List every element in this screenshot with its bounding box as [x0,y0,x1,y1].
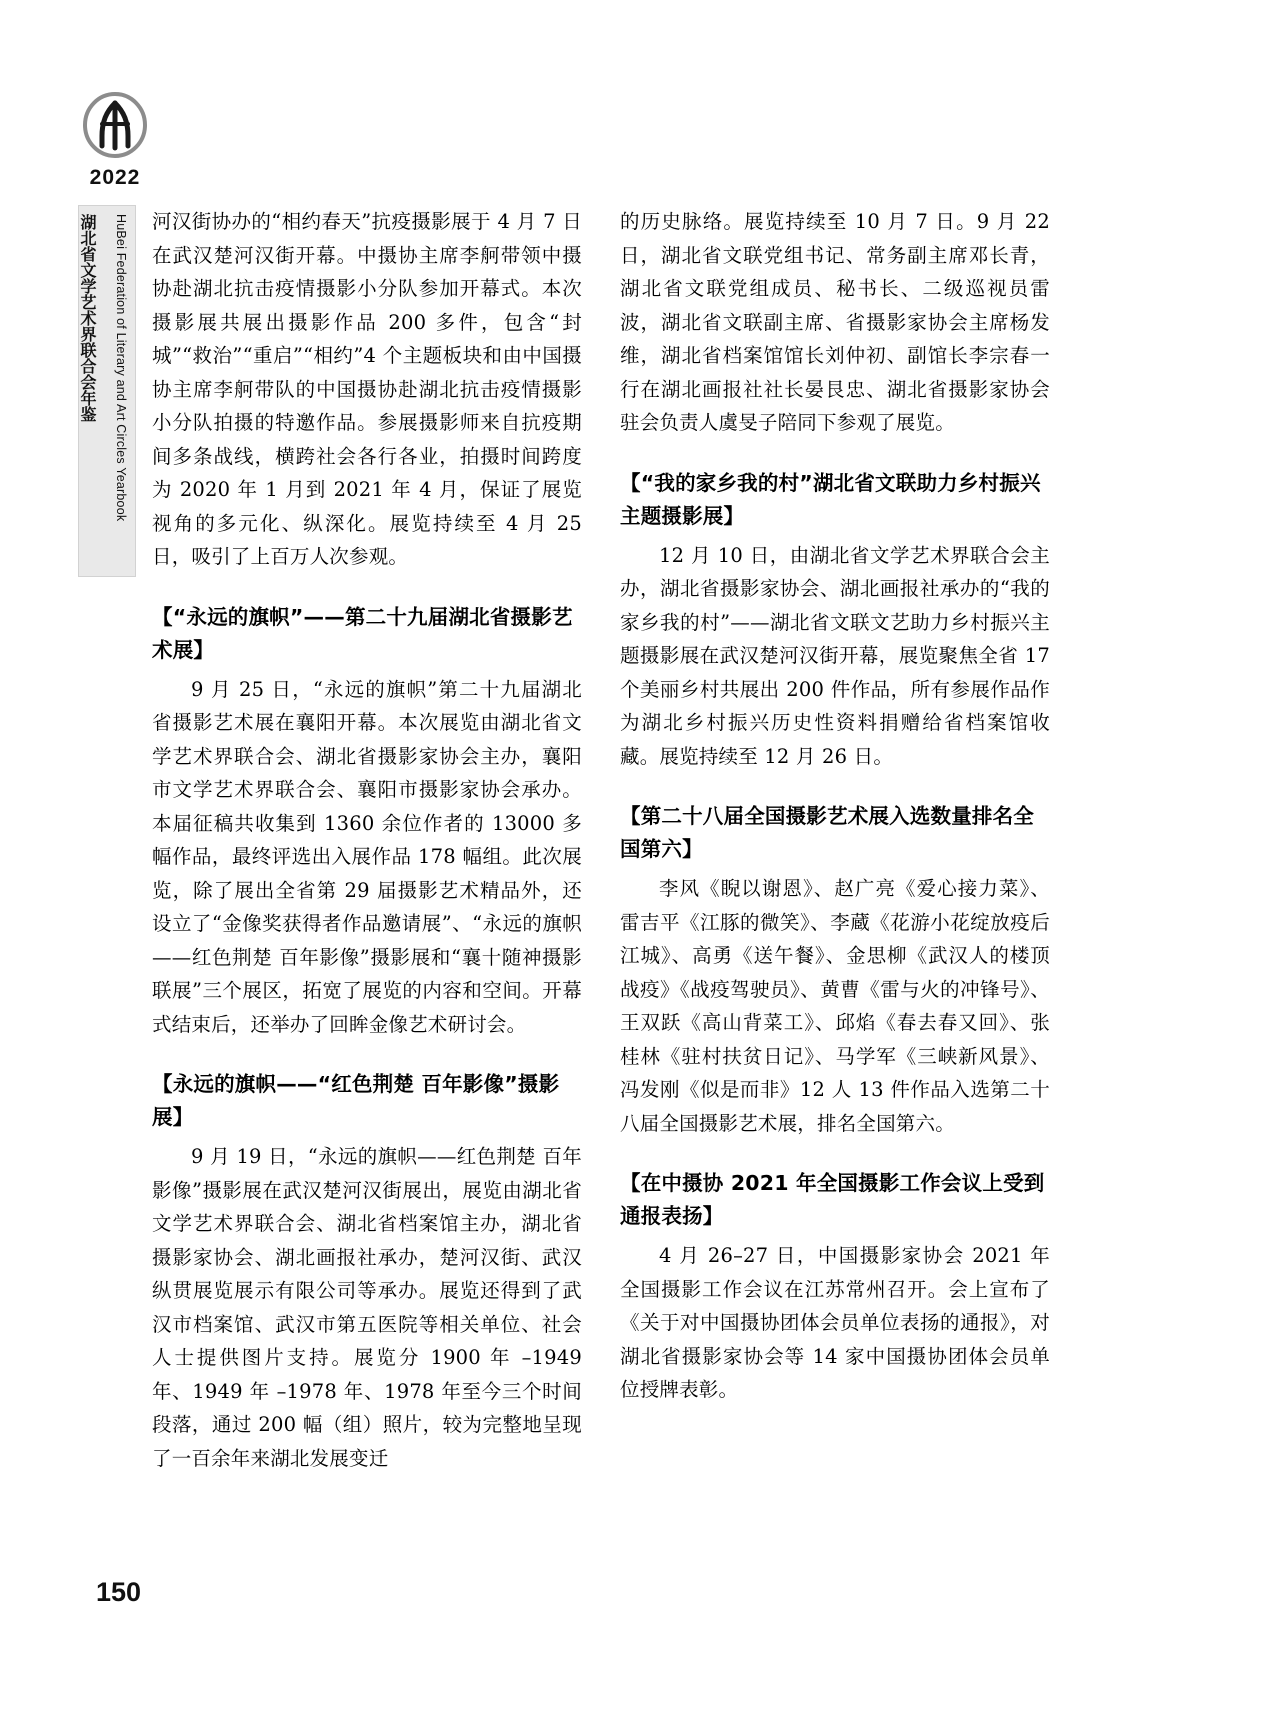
body-paragraph: 9 月 25 日，“永远的旗帜”第二十九届湖北省摄影艺术展在襄阳开幕。本次展览由湖北省文学艺术界联合会、湖北省摄影家协会主办，襄阳市文学艺术界联合会、襄阳市摄影家协会承办。本届征稿共收集到 1360 余位作者的 13000 多幅作品，最终评选出入展作品 178 幅组。此次展览，除了展出全省第 29 届摄影艺术精品外，还设立了“金像奖获得者作品邀请展”、“永远的旗帜——红色荆楚 百年影像”摄影展和“襄十随神摄影联展”三个展区，拓宽了展览的内容和空间。开幕式结束后，还举办了回眸金像艺术研讨会。 [152,677,582,1036]
body-paragraph: 4 月 26–27 日，中国摄影家协会 2021 年全国摄影工作会议在江苏常州召开。会上宣布了《关于对中国摄协团体会员单位表扬的通报》，对湖北省摄影家协会等 14 家中国摄协团体会员单位授牌表彰。 [620,1244,1050,1401]
yearbook-emblem-icon [82,92,148,162]
body-paragraph: 的历史脉络。展览持续至 10 月 7 日。9 月 22 日，湖北省文联党组书记、常务副主席邓长青，湖北省文联党组成员、秘书长、二级巡视员雷波，湖北省文联副主席、省摄影家协会主席杨发维，湖北省档案馆馆长刘仲初、副馆长李宗春一行在湖北画报社社长晏艮忠、湖北省摄影家协会驻会负责人虞旻子陪同下参观了展览。 [620,210,1050,434]
section-heading: 【在中摄协 2021 年全国摄影工作会议上受到通报表扬】 [620,1171,1045,1228]
page-number: 150 [96,1577,142,1607]
yearbook-logo [70,92,160,190]
sidebar-title-cn: 湖北省文学艺术界联合会年鉴 [78,214,97,422]
section-heading: 【永远的旗帜——“红色荆楚 百年影像”摄影展】 [152,1072,560,1129]
section-heading: 【第二十八届全国摄影艺术展入选数量排名全国第六】 [620,804,1034,861]
body-paragraph: 9 月 19 日，“永远的旗帜——红色荆楚 百年影像”摄影展在武汉楚河汉街展出，展览由湖北省文学艺术界联合会、湖北省档案馆主办，湖北省摄影家协会、湖北画报社承办，楚河汉街、武汉纵贯展览展示有限公司等承办。展览还得到了武汉市档案馆、武汉市第五医院等相关单位、社会人士提供图片支持。展览分 1900 年 –1949 年、1949 年 –1978 年、1978 年至今三个时间段落，通过 200 幅（组）照片，较为完整地呈现了一百余年来湖北发展变迁 [152,1145,582,1470]
logo-year-label: 2022 [89,166,141,189]
section-heading: 【“我的家乡我的村”湖北省文联助力乡村振兴主题摄影展】 [620,470,1041,528]
section-heading: 【“永远的旗帜”——第二十九届湖北省摄影艺术展】 [152,604,573,662]
right-text-column [620,205,1050,1409]
body-paragraph: 李风《睨以谢恩》、赵广亮《爱心接力菜》、雷吉平《江豚的微笑》、李蔵《花游小花绽放疫后江城》、高勇《送午餐》、金思柳《武汉人的楼顶战疫》《战疫驾驶员》、黄曹《雷与火的冲锋号》、王双跃《高山背菜工》、邱焰《春去春又回》、张桂林《驻村扶贫日记》、马学军《三峡新风景》、冯发刚《似是而非》12 人 13 件作品入选第二十八届全国摄影艺术展，排名全国第六。 [620,877,1050,1135]
body-paragraph: 12 月 10 日，由湖北省文学艺术界联合会主办，湖北省摄影家协会、湖北画报社承办的“我的家乡我的村”——湖北省文联文艺助力乡村振兴主题摄影展在武汉楚河汉街开幕，展览聚焦全省 17 个美丽乡村共展出 200 件作品，所有参展作品作为湖北乡村振兴历史性资料捐赠给省档案馆收藏。展览持续至 12 月 26 日。 [620,543,1050,768]
left-text-column [152,205,582,1477]
body-paragraph: 河汉街协办的“相约春天”抗疫摄影展于 4 月 7 日在武汉楚河汉街开幕。中摄协主席李舸带领中摄协赴湖北抗击疫情摄影小分队参加开幕式。本次摄影展共展出摄影作品 200 多件，包含“封城”“救治”“重启”“相约”4 个主题板块和由中国摄协主席李舸带队的中国摄协赴湖北抗击疫情摄影小分队拍摄的特邀作品。参展摄影师来自抗疫期间多条战线，横跨社会各行各业，拍摄时间跨度为 2020 年 1 月到 2021 年 4 月，保证了展览视角的多元化、纵深化。展览持续至 4 月 25 日，吸引了上百万人次参观。 [152,210,582,568]
sidebar-title-en: HuBei Federation of Literary and Art Circles Yearbook [114,214,128,522]
